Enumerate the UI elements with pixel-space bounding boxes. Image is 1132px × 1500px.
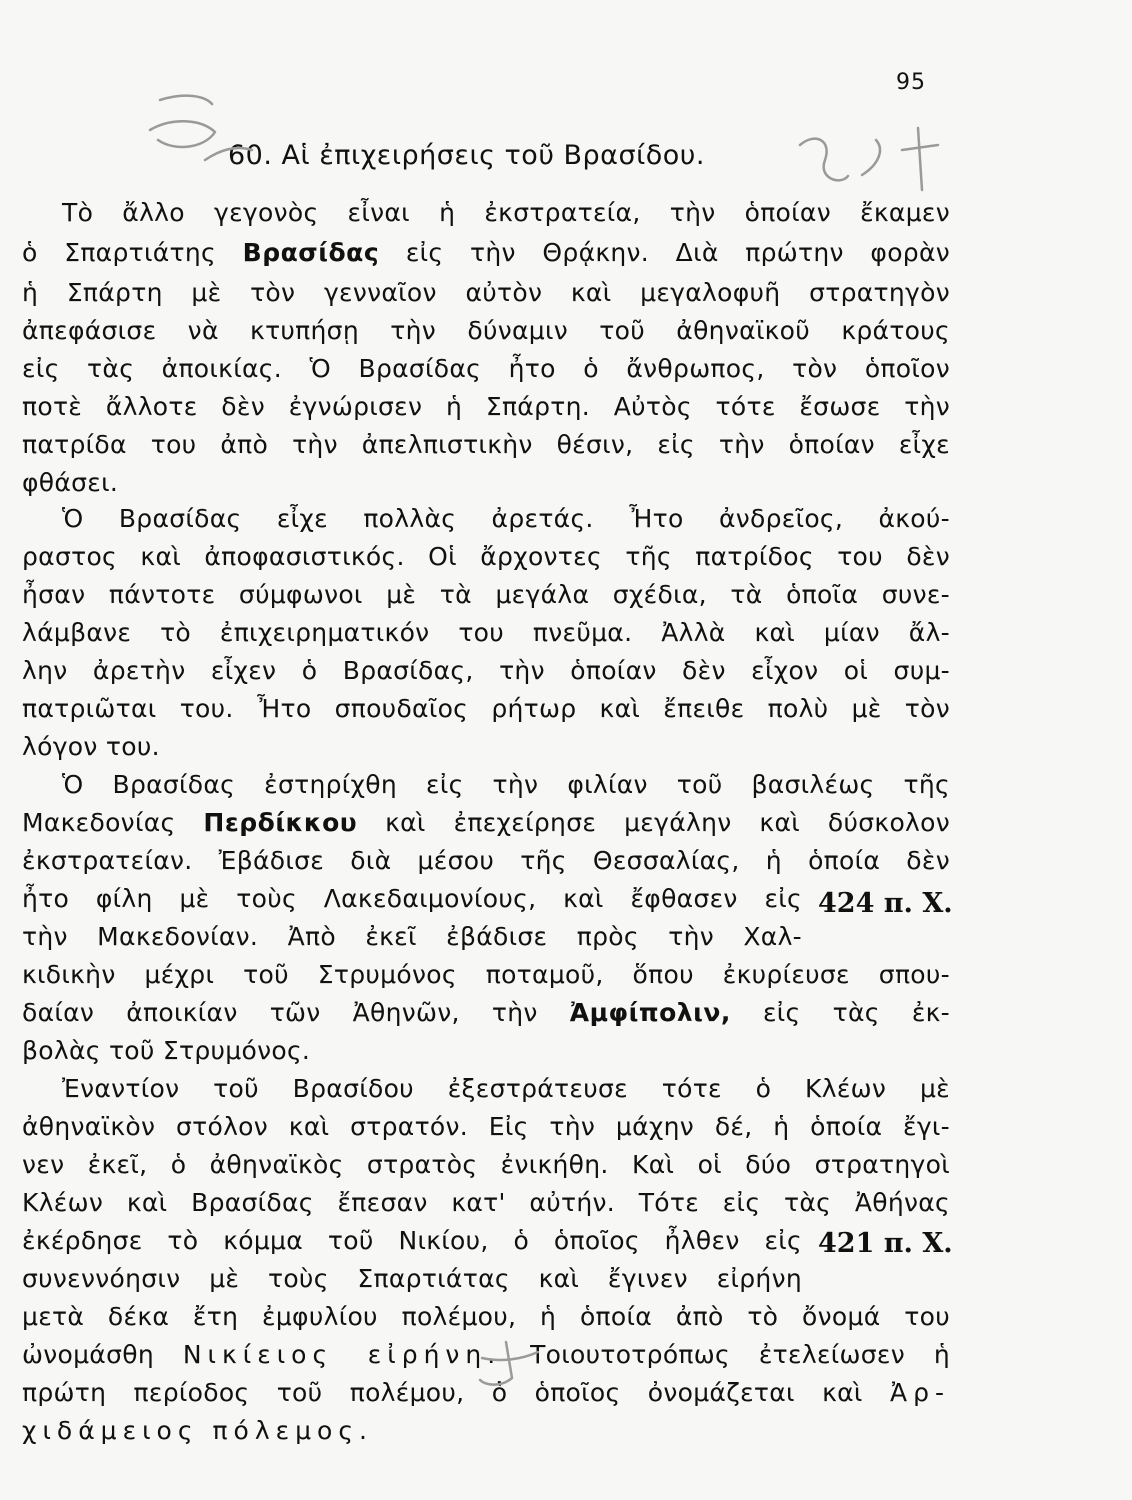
text-line: χιδάμειος πόλεμος. bbox=[22, 1416, 373, 1445]
text-line: κιδικὴν μέχρι τοῦ Στρυμόνος ποταμοῦ, ὅπου ἐκυρίευσε σπου- bbox=[22, 960, 950, 989]
text-line: ἐκστρατείαν. Ἐβάδισε διὰ μέσου τῆς Θεσσαλίας, ἡ ὁποία δὲν bbox=[22, 846, 950, 875]
text-line: ἀθηναϊκὸν στόλον καὶ στρατόν. Εἰς τὴν μάχην δέ, ἡ ὁποία ἔγι- bbox=[22, 1112, 950, 1141]
text-line: λην ἀρετὴν εἶχεν ὁ Βρασίδας, τὴν ὁποίαν δὲν εἶχον οἱ συμ- bbox=[22, 656, 950, 685]
text-line: Ὁ Βρασίδας εἶχε πολλὰς ἀρετάς. Ἦτο ἀνδρεῖος, ἀκού- bbox=[62, 504, 950, 533]
text-line: λόγον του. bbox=[22, 732, 160, 761]
text-line: δαίαν ἀποικίαν τῶν Ἀθηνῶν, τὴν Ἀμφίπολιν, εἰς τὰς ἐκ- bbox=[22, 998, 951, 1027]
text-line: Ὁ Βρασίδας ἐστηρίχθη εἰς τὴν φιλίαν τοῦ βασιλέως τῆς bbox=[62, 770, 950, 799]
margin-date: 424 π. Χ. bbox=[818, 888, 953, 919]
name-brasidas: Βρασίδας bbox=[242, 238, 380, 267]
text-line: τὴν Μακεδονίαν. Ἀπὸ ἐκεῖ ἐβάδισε πρὸς τὴν Χαλ- bbox=[22, 922, 802, 951]
text-line: ποτὲ ἄλλοτε δὲν ἐγνώρισεν ἡ Σπάρτη. Αὐτὸς τότε ἔσωσε τὴν bbox=[22, 392, 950, 421]
text-line: φθάσει. bbox=[22, 468, 119, 497]
text-line: Κλέων καὶ Βρασίδας ἔπεσαν κατ' αὐτήν. Τότε εἰς τὰς Ἀθήνας bbox=[22, 1188, 950, 1217]
text-line: ἐκέρδησε τὸ κόμμα τοῦ Νικίου, ὁ ὁποῖος ἦλθεν εἰς bbox=[22, 1226, 802, 1255]
text-line: ἀπεφάσισε νὰ κτυπήσῃ τὴν δύναμιν τοῦ ἀθηναϊκοῦ κράτους bbox=[22, 316, 950, 345]
text-line: πρώτη περίοδος τοῦ πολέμου, ὁ ὁποῖος ὀνομάζεται καὶ Ἀρ- bbox=[22, 1378, 951, 1407]
text-line: βολὰς τοῦ Στρυμόνος. bbox=[22, 1036, 311, 1065]
text-line: ἡ Σπάρτη μὲ τὸν γενναῖον αὐτὸν καὶ μεγαλοφυῆ στρατηγὸν bbox=[22, 278, 950, 307]
name-amphipolis: Ἀμφίπολιν, bbox=[569, 998, 731, 1027]
margin-date: 421 π. Χ. bbox=[818, 1228, 953, 1259]
text-line: ἦσαν πάντοτε σύμφωνοι μὲ τὰ μεγάλα σχέδια, τὰ ὁποῖα συνε- bbox=[22, 580, 950, 609]
text-line: Τὸ ἄλλο γεγονὸς εἶναι ἡ ἐκστρατεία, τὴν ὁποίαν ἔκαμεν bbox=[62, 198, 950, 227]
text-line: Μακεδονίας Περδίκκου καὶ ἐπεχείρησε μεγάλην καὶ δύσκολον bbox=[22, 808, 951, 837]
pencil-mark-bottom bbox=[480, 1342, 538, 1385]
text-line: λάμβανε τὸ ἐπιχειρηματικόν του πνεῦμα. Ἀλλὰ καὶ μίαν ἄλ- bbox=[22, 618, 950, 647]
text-line: συνεννόησιν μὲ τοὺς Σπαρτιάτας καὶ ἔγινεν εἰρήνη bbox=[22, 1264, 802, 1293]
text-line: ἦτο φίλη μὲ τοὺς Λακεδαιμονίους, καὶ ἔφθασεν εἰς bbox=[22, 884, 802, 913]
section-heading: 60. Αἱ ἐπιχειρήσεις τοῦ Βρασίδου. bbox=[228, 140, 705, 171]
text-line: εἰς τὰς ἀποικίας. Ὁ Βρασίδας ἦτο ὁ ἄνθρωπος, τὸν ὁποῖον bbox=[22, 354, 950, 383]
spaced-phrase: Νικίειος εἰρήνη. bbox=[182, 1340, 502, 1369]
text-line: πατρίδα του ἀπὸ τὴν ἀπελπιστικὴν θέσιν, εἰς τὴν ὁποίαν εἶχε bbox=[22, 430, 950, 459]
text-line: ὠνομάσθη Νικίειος εἰρήνη. Τοιουτοτρόπως ἐτελείωσεν ἡ bbox=[22, 1340, 951, 1369]
text-line: ραστος καὶ ἀποφασιστικός. Οἱ ἄρχοντες τῆς πατρίδος του δὲν bbox=[22, 542, 950, 571]
text-line: Ἐναντίον τοῦ Βρασίδου ἐξεστράτευσε τότε ὁ Κλέων μὲ bbox=[62, 1074, 950, 1103]
pencil-scribble-top-right bbox=[800, 128, 938, 190]
page-number: 95 bbox=[896, 70, 926, 95]
text-line: νεν ἐκεῖ, ὁ ἀθηναϊκὸς στρατὸς ἐνικήθη. Καὶ οἱ δύο στρατηγοὶ bbox=[22, 1150, 950, 1179]
name-perdikkas: Περδίκκου bbox=[203, 808, 358, 837]
pencil-scribble-top-left bbox=[150, 96, 252, 160]
text-line: ὁ Σπαρτιάτης Βρασίδας εἰς τὴν Θρᾴκην. Διὰ πρώτην φορὰν bbox=[22, 238, 951, 267]
text-line: μετὰ δέκα ἔτη ἐμφυλίου πολέμου, ἡ ὁποία ἀπὸ τὸ ὄνομά του bbox=[22, 1302, 950, 1331]
text-line: πατριῶται του. Ἦτο σπουδαῖος ρήτωρ καὶ ἔπειθε πολὺ μὲ τὸν bbox=[22, 694, 950, 723]
